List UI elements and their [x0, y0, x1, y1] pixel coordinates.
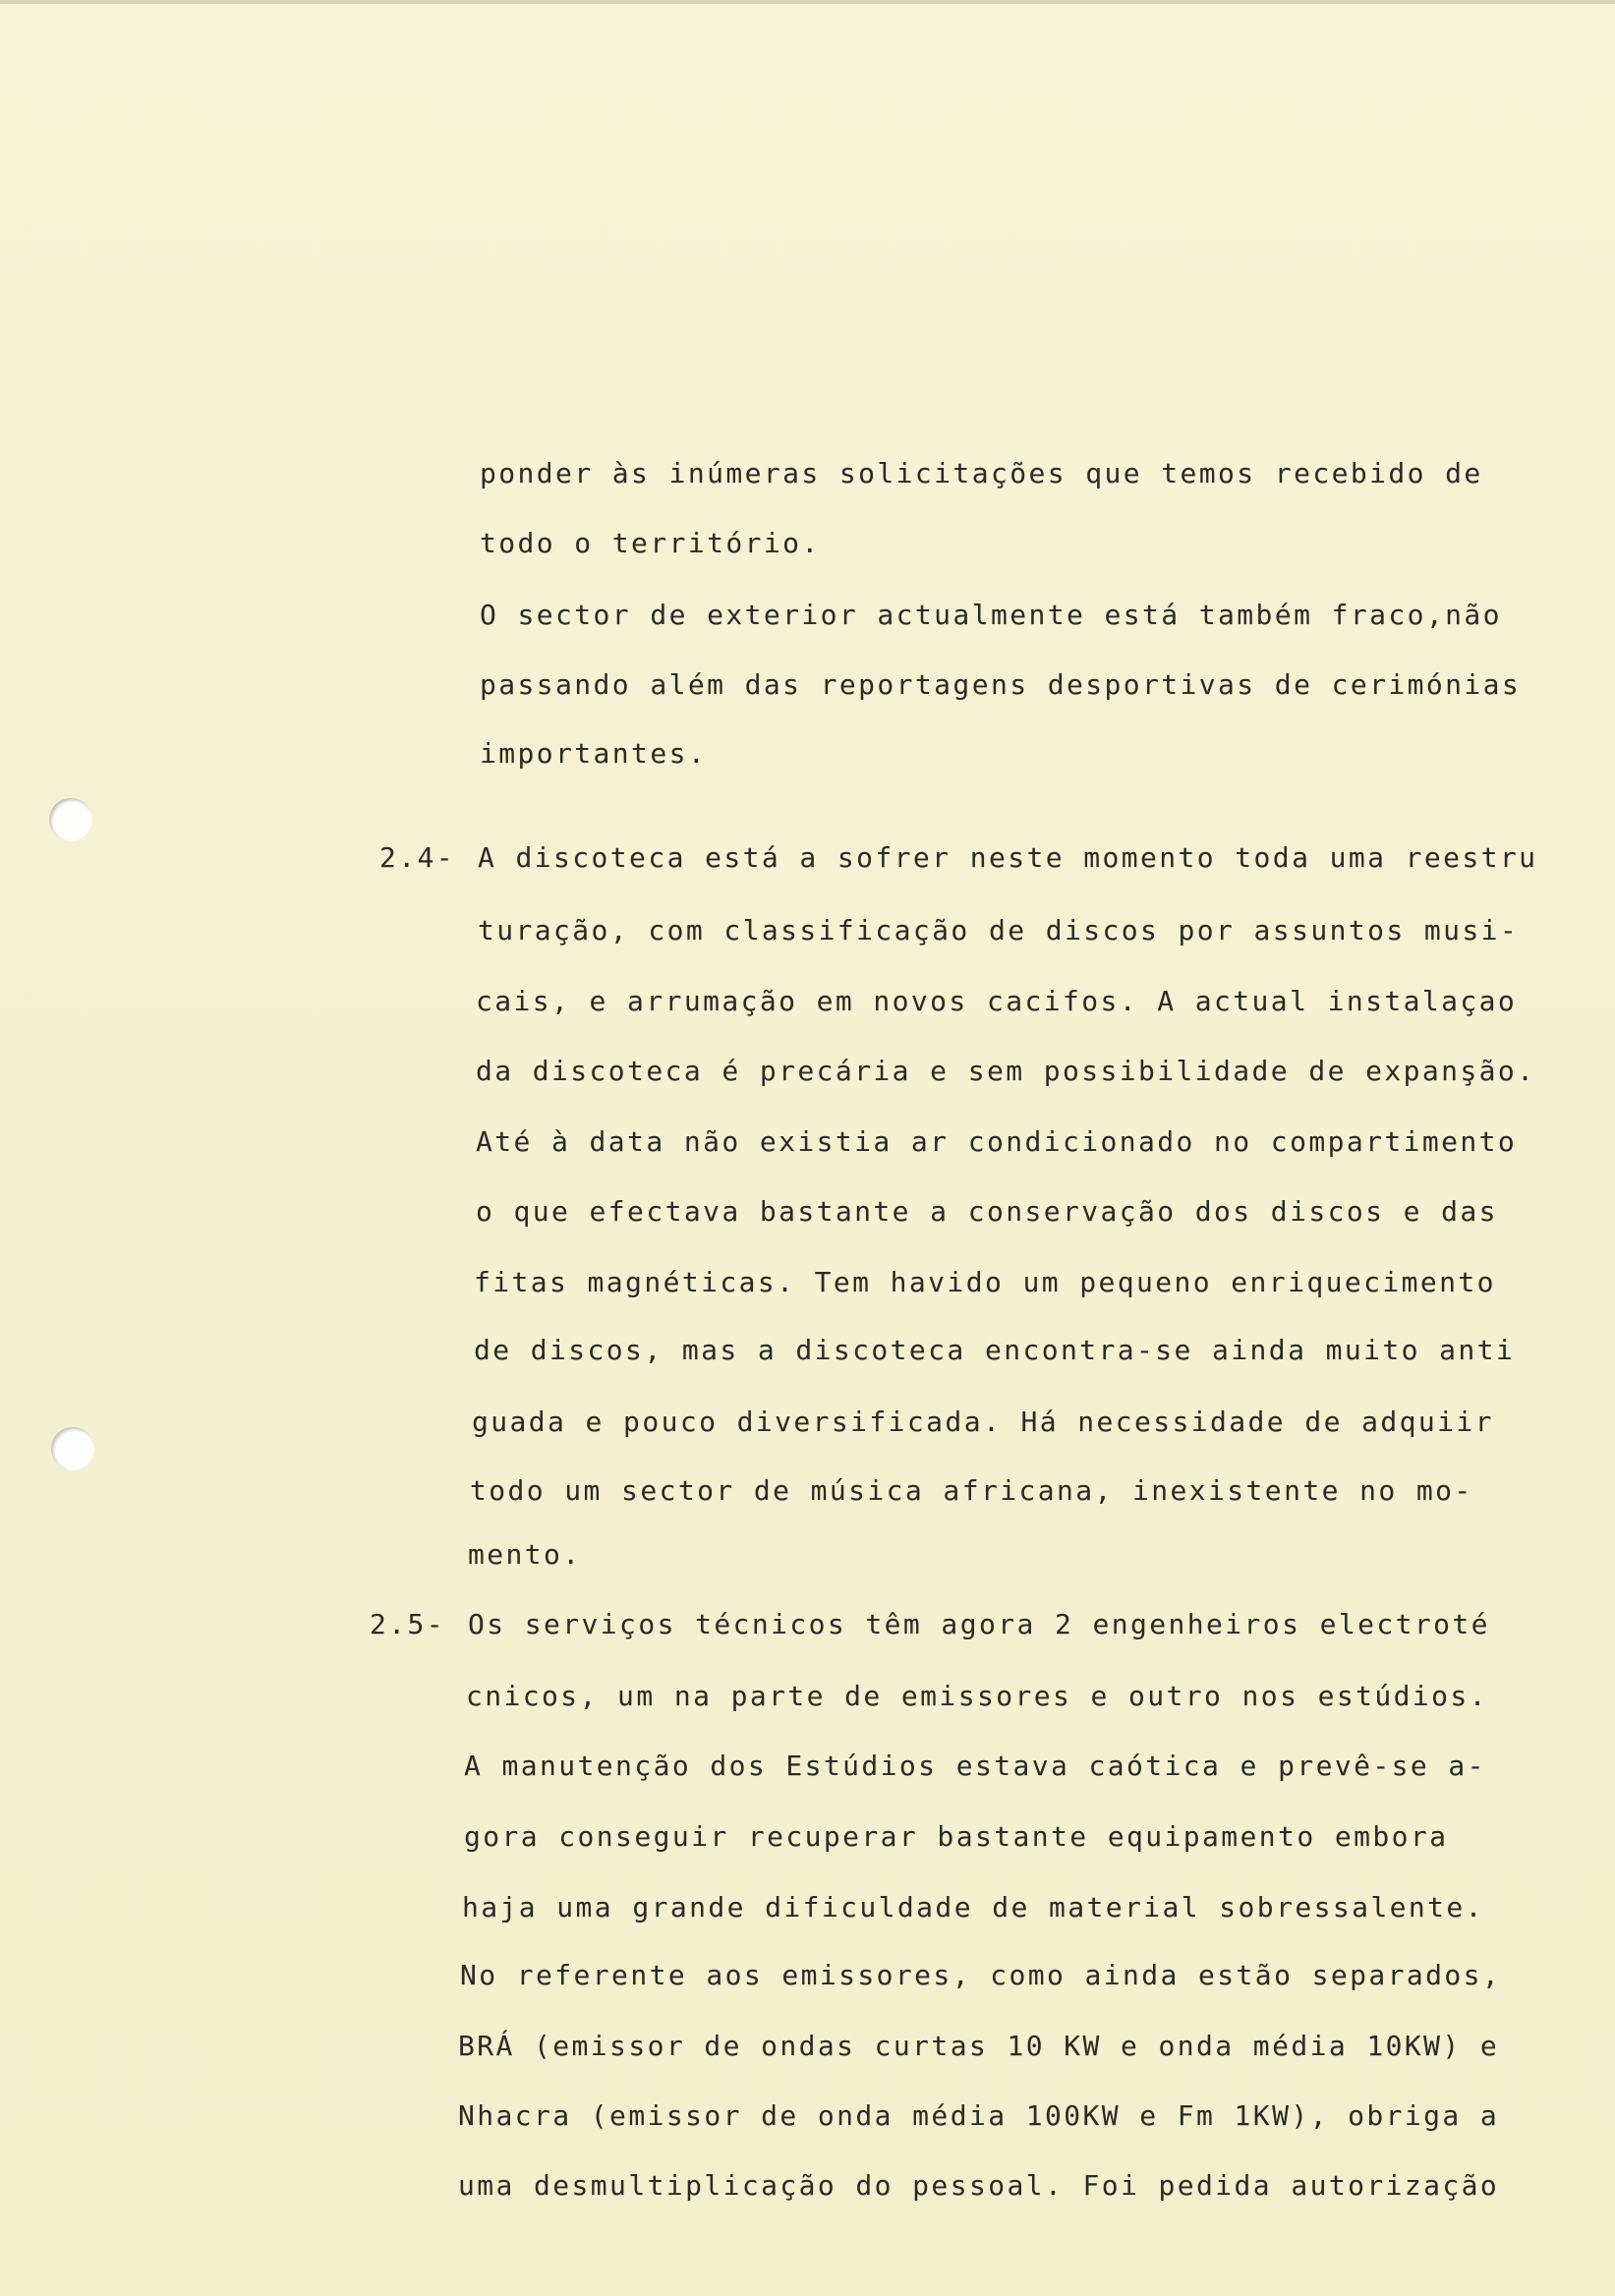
text-line: haja uma grande dificuldade de material sobressalente.	[462, 1891, 1484, 1923]
text-line: Nhacra (emissor de onda média 100KW e Fm 1KW), obriga a	[458, 2099, 1500, 2132]
text-line: guada e pouco diversificada. Há necessidade de adquiir	[472, 1406, 1494, 1438]
text-line: todo um sector de música africana, inexistente no mo-	[470, 1474, 1473, 1507]
text-line: mento.	[468, 1538, 582, 1571]
text-line: O sector de exterior actualmente está também fraco,não	[480, 599, 1502, 631]
text-line: A manutenção dos Estúdios estava caótica e prevê-se a-	[464, 1750, 1486, 1782]
punch-hole-lower	[51, 1427, 94, 1470]
text-line: passando além das reportagens desportivas de cerimónias	[480, 668, 1522, 701]
text-line: Até à data não existia ar condicionado no compartimento	[476, 1125, 1518, 1158]
text-line: gora conseguir recuperar bastante equipamento embora	[464, 1820, 1449, 1853]
text-line: cais, e arrumação em novos cacifos. A actual instalaçao	[476, 985, 1518, 1017]
text-line: No referente aos emissores, como ainda estão separados,	[460, 1959, 1502, 1991]
text-line: cnicos, um na parte de emissores e outro nos estúdios.	[466, 1680, 1488, 1712]
section-number-2-5: 2.5-	[370, 1608, 446, 1640]
text-line: de discos, mas a discoteca encontra-se ainda muito anti	[474, 1334, 1516, 1366]
text-line: Os serviços técnicos têm agora 2 engenheiros electroté	[468, 1608, 1490, 1640]
text-line: A discoteca está a sofrer neste momento toda uma reestru	[478, 841, 1538, 874]
text-line: uma desmultiplicação do pessoal. Foi pedida autorização	[458, 2169, 1500, 2202]
text-line: importantes.	[480, 737, 708, 770]
punch-hole-upper	[49, 798, 92, 841]
text-line: o que efectava bastante a conservação dos discos e das	[476, 1195, 1498, 1228]
text-line: ponder às inúmeras solicitações que temos recebido de	[480, 457, 1483, 489]
text-line: todo o território.	[480, 527, 821, 559]
text-line: turação, com classificação de discos por assuntos musi-	[478, 914, 1520, 947]
text-line: BRÁ (emissor de ondas curtas 10 KW e onda média 10KW) e	[458, 2030, 1500, 2062]
text-line: fitas magnéticas. Tem havido um pequeno enriquecimento	[474, 1266, 1496, 1298]
section-number-2-4: 2.4-	[379, 841, 456, 874]
text-line: da discoteca é precária e sem possibilidade de expanşão.	[476, 1055, 1536, 1087]
page-top-edge	[0, 0, 1615, 4]
